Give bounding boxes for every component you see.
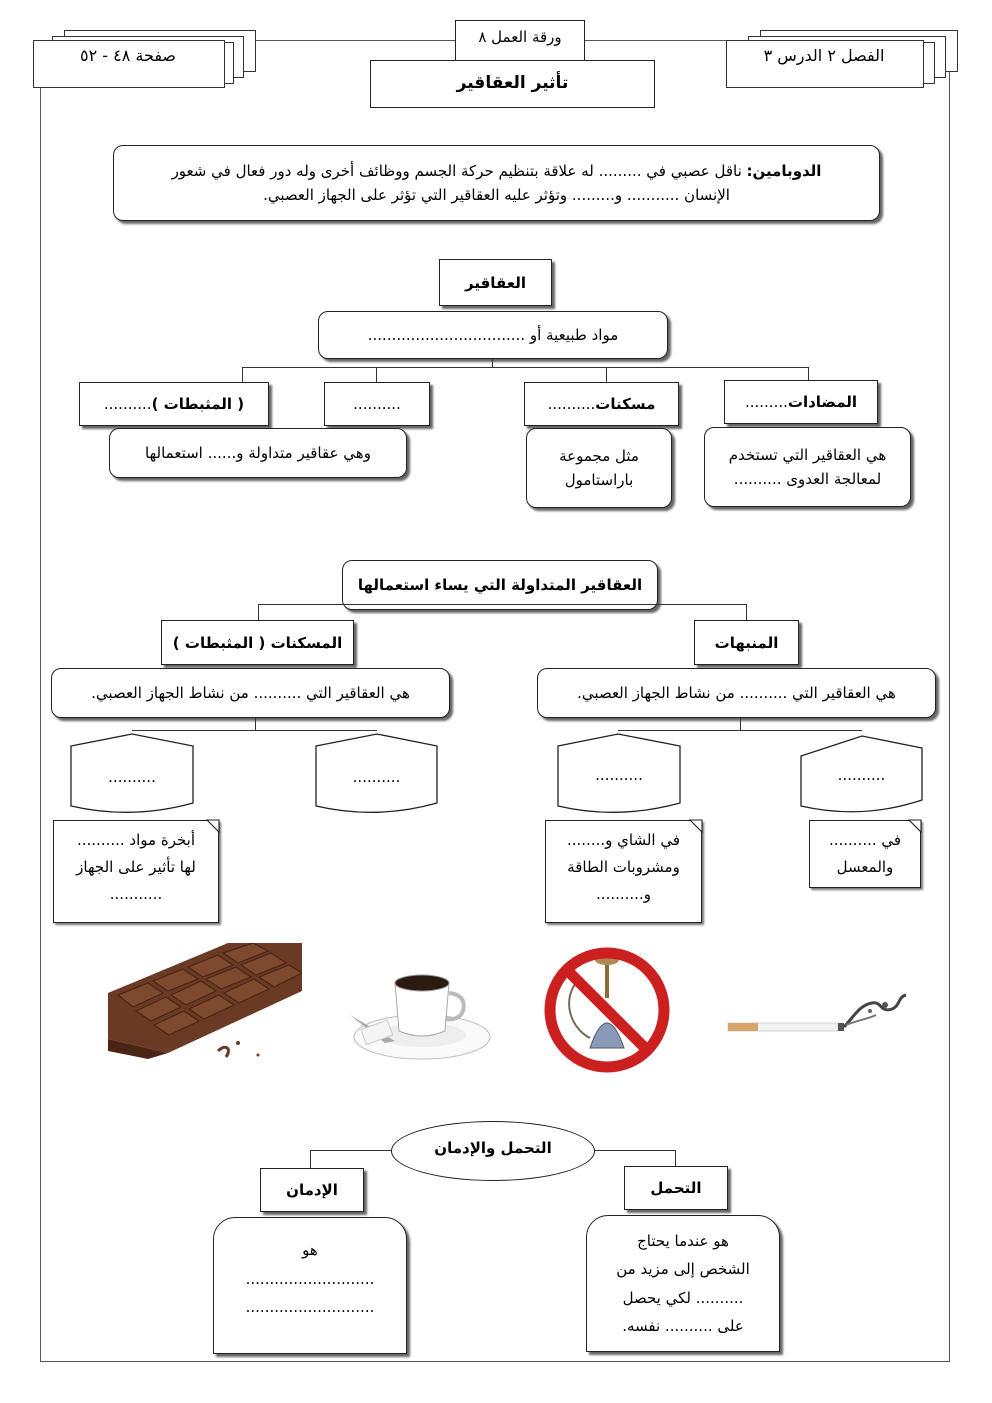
drugs-definition: مواد طبيعية أو ................................. bbox=[318, 311, 668, 359]
note-line: ومشروبات الطاقة bbox=[567, 858, 680, 876]
addiction-definition bbox=[213, 1217, 407, 1354]
depressants-label: المسكنات ( المثبطات ) bbox=[161, 620, 354, 665]
stimulants-label: المنبهات bbox=[694, 620, 799, 665]
connector bbox=[595, 1150, 675, 1151]
category-label: مسكنات bbox=[595, 395, 656, 413]
note-line: في الشاي و........ bbox=[566, 831, 681, 849]
desc-line: لمعالجة العدوى .......... bbox=[733, 470, 882, 488]
stimulant-2-name: .......... bbox=[595, 766, 643, 784]
def-line: على .......... نفسه. bbox=[622, 1317, 744, 1335]
dopamine-text-1: ناقل عصبي في ......... له علاقة بتنظيم حركة الجسم ووظائف أخرى وله دور فعال في شعور bbox=[171, 162, 747, 180]
coffee-image bbox=[345, 955, 493, 1065]
category-blank: ......... bbox=[744, 393, 788, 411]
desc-line: هي العقاقير التي تستخدم bbox=[728, 446, 887, 464]
page-title: تأثير العقاقير bbox=[370, 60, 655, 108]
addiction-label: الإدمان bbox=[260, 1168, 364, 1212]
no-hookah-icon bbox=[540, 938, 675, 1082]
connector bbox=[310, 1150, 311, 1170]
depressant-2-name: .......... bbox=[108, 768, 156, 786]
page-numbers: صفحة ٤٨ - ٥٢ bbox=[80, 46, 176, 65]
drugs-title: العقاقير bbox=[439, 259, 552, 306]
category-blank: .......... bbox=[103, 395, 152, 413]
tolerance-definition bbox=[586, 1215, 780, 1352]
desc-line: مثل مجموعة bbox=[559, 447, 639, 465]
depressant-1-name: .......... bbox=[352, 768, 401, 786]
category-label: ( المثبطات ) bbox=[151, 395, 245, 413]
cigarette-image bbox=[700, 975, 918, 1045]
depressants-desc: هي العقاقير التي .......... من نشاط الجهاز العصبي. bbox=[51, 668, 450, 718]
note-line: لها تأثير على الجهاز bbox=[76, 858, 196, 876]
category-blank-box: .......... bbox=[324, 382, 430, 426]
note-line: أبخرة مواد .......... bbox=[76, 831, 195, 849]
def-line: .......... لكي يحصل bbox=[622, 1288, 744, 1307]
coffee-cup-icon bbox=[345, 955, 493, 1065]
def-line: الشخص إلى مزيد من bbox=[616, 1260, 750, 1278]
category-label: المضادات bbox=[787, 393, 858, 411]
tolerance-title: التحمل والإدمان bbox=[434, 1139, 552, 1157]
abused-title: العقاقير المتداولة التي يساء استعمالها bbox=[342, 560, 658, 610]
tolerance-label: التحمل bbox=[624, 1166, 728, 1210]
stimulant-1-name: .......... bbox=[837, 766, 886, 784]
note-line: في .......... bbox=[828, 831, 902, 849]
chocolate-image bbox=[108, 943, 302, 1073]
desc-line: باراستامول bbox=[564, 471, 634, 489]
note-line: ........... bbox=[109, 885, 163, 903]
note-line: والمعسل bbox=[836, 858, 894, 876]
def-line: ........................... bbox=[245, 1298, 375, 1316]
dopamine-text-2: الإنسان ........... و......... وتؤثر عليه العقاقير التي تؤثر على الجهاز العصبي. bbox=[263, 186, 730, 204]
def-line: هو bbox=[302, 1241, 318, 1259]
chapter-lesson: الفصل ٢ الدرس ٣ bbox=[763, 46, 885, 65]
hookah-ban-image bbox=[540, 938, 675, 1082]
stimulants-desc: هي العقاقير التي .......... من نشاط الجهاز العصبي. bbox=[537, 668, 936, 718]
connector bbox=[310, 1150, 391, 1151]
dopamine-term: الدوبامين: bbox=[746, 162, 822, 180]
chocolate-bar-icon bbox=[108, 943, 302, 1073]
def-line: ........................... bbox=[245, 1269, 375, 1288]
category-blank: .......... bbox=[547, 395, 596, 413]
worksheet-label: ورقة العمل ٨ bbox=[478, 28, 562, 46]
cigarette-icon bbox=[700, 975, 918, 1045]
note-line: و.......... bbox=[596, 885, 651, 903]
def-line: هو عندما يحتاج bbox=[637, 1231, 729, 1250]
depressants-desc: وهي عقاقير متداولة و...... استعمالها bbox=[109, 428, 407, 478]
